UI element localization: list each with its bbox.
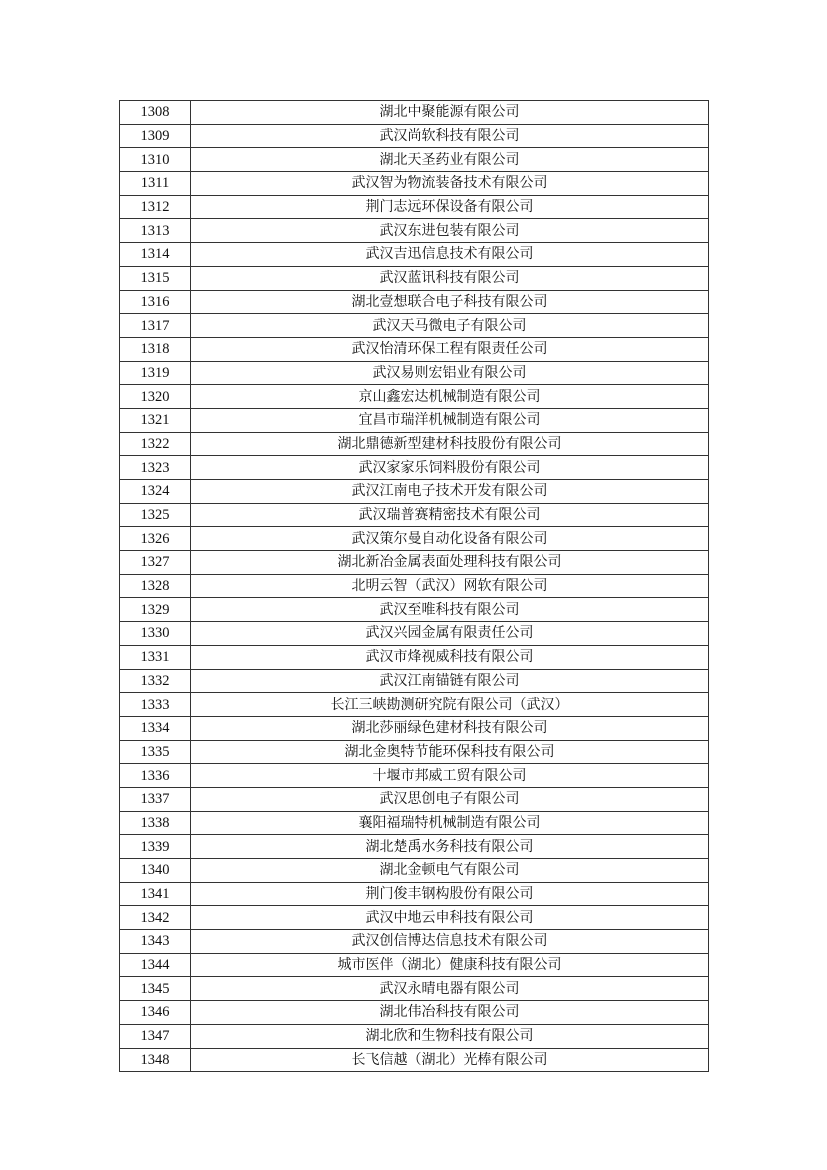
table-row (120, 172, 709, 196)
table-row (120, 101, 709, 125)
row-number: 1343 (120, 930, 191, 954)
row-number: 1326 (120, 527, 191, 551)
table-row (120, 1048, 709, 1072)
row-number: 1316 (120, 290, 191, 314)
table-row (120, 1024, 709, 1048)
row-number: 1344 (120, 953, 191, 977)
row-number: 1333 (120, 693, 191, 717)
row-number: 1339 (120, 835, 191, 859)
table-row (120, 622, 709, 646)
row-number: 1314 (120, 243, 191, 267)
row-number: 1324 (120, 480, 191, 504)
table-row (120, 480, 709, 504)
table-row (120, 195, 709, 219)
table-row (120, 811, 709, 835)
company-name: 十堰市邦威工贸有限公司 (191, 764, 709, 788)
table-row (120, 456, 709, 480)
company-name: 襄阳福瑞特机械制造有限公司 (191, 811, 709, 835)
company-name: 武汉瑞普赛精密技术有限公司 (191, 503, 709, 527)
company-name: 武汉蓝讯科技有限公司 (191, 266, 709, 290)
row-number: 1317 (120, 314, 191, 338)
company-name: 湖北天圣药业有限公司 (191, 148, 709, 172)
table-row (120, 953, 709, 977)
row-number: 1322 (120, 432, 191, 456)
company-name: 湖北楚禹水务科技有限公司 (191, 835, 709, 859)
row-number: 1327 (120, 551, 191, 575)
table-row (120, 432, 709, 456)
table-row (120, 314, 709, 338)
table-row (120, 551, 709, 575)
row-number: 1335 (120, 740, 191, 764)
table-row (120, 266, 709, 290)
table-row (120, 243, 709, 267)
company-name: 武汉江南电子技术开发有限公司 (191, 480, 709, 504)
row-number: 1338 (120, 811, 191, 835)
company-name: 湖北金顿电气有限公司 (191, 859, 709, 883)
row-number: 1336 (120, 764, 191, 788)
row-number: 1345 (120, 977, 191, 1001)
company-name: 湖北伟冶科技有限公司 (191, 1001, 709, 1025)
table-row (120, 645, 709, 669)
row-number: 1319 (120, 361, 191, 385)
company-name: 宜昌市瑞洋机械制造有限公司 (191, 408, 709, 432)
row-number: 1342 (120, 906, 191, 930)
row-number: 1318 (120, 337, 191, 361)
row-number: 1346 (120, 1001, 191, 1025)
company-name: 长江三峡勘测研究院有限公司（武汉） (191, 693, 709, 717)
table-row (120, 882, 709, 906)
company-name: 武汉至唯科技有限公司 (191, 598, 709, 622)
company-name: 武汉思创电子有限公司 (191, 787, 709, 811)
table-row (120, 527, 709, 551)
table-row (120, 716, 709, 740)
table-row (120, 930, 709, 954)
company-name: 湖北莎丽绿色建材科技有限公司 (191, 716, 709, 740)
table-row (120, 290, 709, 314)
company-name: 北明云智（武汉）网软有限公司 (191, 574, 709, 598)
row-number: 1312 (120, 195, 191, 219)
row-number: 1315 (120, 266, 191, 290)
row-number: 1320 (120, 385, 191, 409)
company-name: 武汉江南锚链有限公司 (191, 669, 709, 693)
company-name: 武汉策尔曼自动化设备有限公司 (191, 527, 709, 551)
company-name: 武汉尚软科技有限公司 (191, 124, 709, 148)
table-row (120, 977, 709, 1001)
row-number: 1310 (120, 148, 191, 172)
company-name: 武汉东进包装有限公司 (191, 219, 709, 243)
table-row (120, 906, 709, 930)
row-number: 1308 (120, 101, 191, 125)
table-row (120, 148, 709, 172)
company-name: 武汉兴园金属有限责任公司 (191, 622, 709, 646)
table-row (120, 835, 709, 859)
company-name: 长飞信越（湖北）光棒有限公司 (191, 1048, 709, 1072)
row-number: 1331 (120, 645, 191, 669)
table-row (120, 124, 709, 148)
company-name: 武汉中地云申科技有限公司 (191, 906, 709, 930)
row-number: 1321 (120, 408, 191, 432)
table-row (120, 385, 709, 409)
table-body (120, 101, 709, 1072)
row-number: 1313 (120, 219, 191, 243)
table-row (120, 1001, 709, 1025)
company-name: 武汉吉迅信息技术有限公司 (191, 243, 709, 267)
row-number: 1323 (120, 456, 191, 480)
company-name: 武汉天马微电子有限公司 (191, 314, 709, 338)
table-row (120, 740, 709, 764)
company-name: 荆门志远环保设备有限公司 (191, 195, 709, 219)
row-number: 1337 (120, 787, 191, 811)
company-name: 武汉市烽视威科技有限公司 (191, 645, 709, 669)
row-number: 1332 (120, 669, 191, 693)
row-number: 1325 (120, 503, 191, 527)
company-name: 湖北金奥特节能环保科技有限公司 (191, 740, 709, 764)
company-list-table (119, 100, 709, 1072)
company-name: 湖北欣和生物科技有限公司 (191, 1024, 709, 1048)
row-number: 1309 (120, 124, 191, 148)
company-name: 武汉易则宏铝业有限公司 (191, 361, 709, 385)
table-row (120, 693, 709, 717)
row-number: 1348 (120, 1048, 191, 1072)
table-row (120, 859, 709, 883)
table-row (120, 669, 709, 693)
row-number: 1329 (120, 598, 191, 622)
table-row (120, 219, 709, 243)
row-number: 1347 (120, 1024, 191, 1048)
company-name: 武汉永晴电器有限公司 (191, 977, 709, 1001)
table-row (120, 408, 709, 432)
company-name: 湖北壹想联合电子科技有限公司 (191, 290, 709, 314)
company-name: 武汉智为物流装备技术有限公司 (191, 172, 709, 196)
company-name: 武汉创信博达信息技术有限公司 (191, 930, 709, 954)
company-name: 湖北新冶金属表面处理科技有限公司 (191, 551, 709, 575)
company-name: 京山鑫宏达机械制造有限公司 (191, 385, 709, 409)
table-row (120, 764, 709, 788)
company-name: 荆门俊丰钢构股份有限公司 (191, 882, 709, 906)
company-name: 武汉家家乐饲料股份有限公司 (191, 456, 709, 480)
row-number: 1341 (120, 882, 191, 906)
row-number: 1328 (120, 574, 191, 598)
table-row (120, 503, 709, 527)
company-name: 城市医伴（湖北）健康科技有限公司 (191, 953, 709, 977)
table-row (120, 574, 709, 598)
table-row (120, 361, 709, 385)
company-name: 武汉怡清环保工程有限责任公司 (191, 337, 709, 361)
row-number: 1334 (120, 716, 191, 740)
table-row (120, 787, 709, 811)
company-name: 湖北中聚能源有限公司 (191, 101, 709, 125)
company-name: 湖北鼎德新型建材科技股份有限公司 (191, 432, 709, 456)
table-row (120, 598, 709, 622)
row-number: 1311 (120, 172, 191, 196)
row-number: 1340 (120, 859, 191, 883)
row-number: 1330 (120, 622, 191, 646)
table-row (120, 337, 709, 361)
